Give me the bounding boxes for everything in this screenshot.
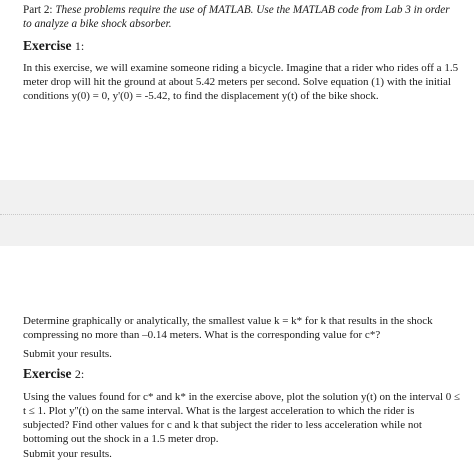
- answer-area-band: [0, 180, 474, 246]
- divider: [0, 214, 474, 215]
- exercise-2-paragraph: Using the values found for c* and k* in the exercise above, plot the solution y(t) on the interval 0 ≤ t ≤ 1. Plot y''(t) on the same interval. What is the largest acceleration to which the rider is subjected? Find other values for c and k that subject the rider to less acceleration while not bottoming out the shock in a 1.5 meter drop.: [23, 391, 461, 445]
- exercise-1-submit: Submit your results.: [23, 348, 112, 360]
- part-label: Part 2:: [23, 4, 56, 16]
- intro-text: [23, 3, 453, 31]
- exercise-1-heading: [23, 38, 84, 54]
- exercise-2-number: 2:: [74, 367, 85, 381]
- exercise-1-number: 1:: [74, 39, 85, 53]
- exercise-2-submit: Submit your results.: [23, 448, 112, 460]
- exercise-2-heading: [23, 366, 84, 382]
- exercise-2-title: Exercise: [23, 366, 75, 381]
- part-description: These problems require the use of MATLAB. Use the MATLAB code from Lab 3 in order to analyze a bike shock absorber.: [23, 4, 450, 30]
- exercise-1-title: Exercise: [23, 38, 75, 53]
- exercise-1-question: Determine graphically or analytically, the smallest value k = k* for k that results in the shock compressing no more than –0.14 meters. What is the corresponding value for c*?: [23, 315, 433, 341]
- exercise-1-paragraph: In this exercise, we will examine someone riding a bicycle. Imagine that a rider who rides off a 1.5 meter drop will hit the ground at about 5.42 meters per second. Solve equation (1) with the initial conditions y(0) = 0, y'(0) = -5.42, to find the displacement y(t) of the bike shock.: [23, 62, 459, 102]
